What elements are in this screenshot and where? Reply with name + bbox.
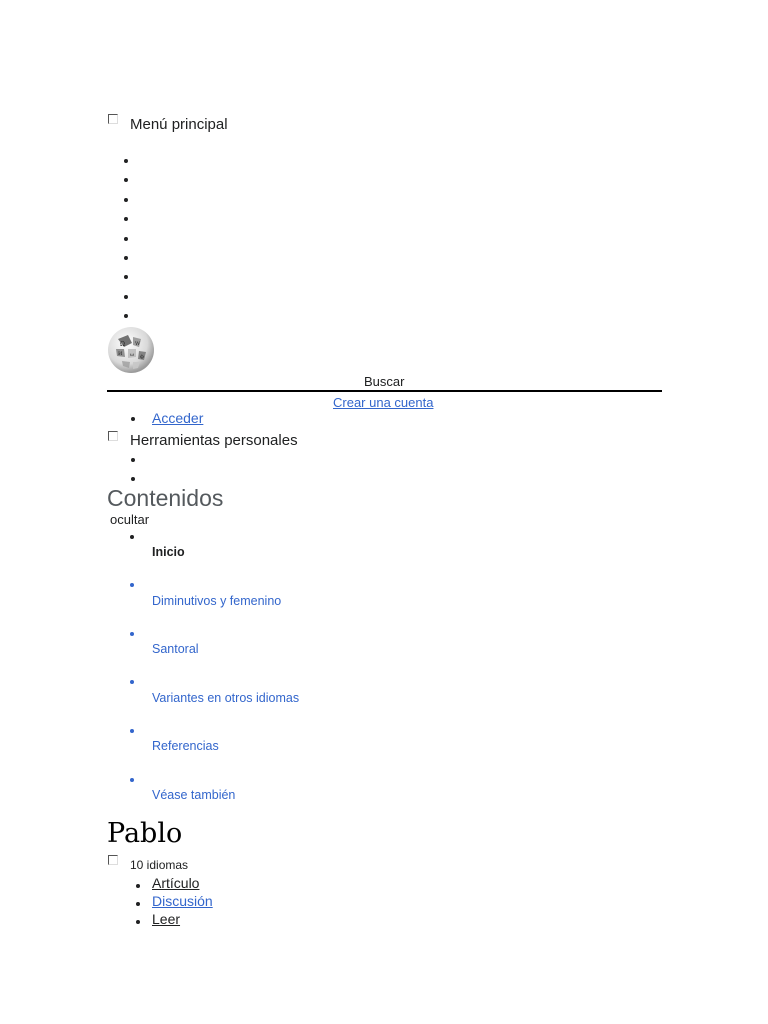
- svg-text:Ω: Ω: [120, 341, 125, 348]
- list-item[interactable]: [124, 256, 128, 260]
- toc-item-variantes[interactable]: Variantes en otros idiomas: [152, 691, 300, 705]
- svg-text:ω: ω: [130, 352, 135, 358]
- list-item: [136, 884, 140, 888]
- list-item: [131, 417, 135, 421]
- tab-discusion[interactable]: Discusión: [152, 893, 213, 909]
- toc-item-referencias[interactable]: Referencias: [152, 739, 219, 753]
- list-item[interactable]: [131, 477, 135, 481]
- list-item[interactable]: [124, 217, 128, 221]
- svg-text:ф: ф: [140, 354, 144, 360]
- list-item[interactable]: [124, 198, 128, 202]
- toc-bullet: [130, 583, 134, 587]
- create-account-link[interactable]: Crear una cuenta: [333, 395, 434, 410]
- search-label: Buscar: [364, 374, 405, 389]
- list-item[interactable]: [131, 458, 135, 462]
- toc-hide-button[interactable]: ocultar: [110, 512, 150, 527]
- list-item[interactable]: [124, 275, 128, 279]
- toc-bullet: [130, 729, 134, 733]
- list-item: [136, 902, 140, 906]
- svg-text:И: И: [118, 351, 123, 357]
- toc-bullet: [130, 535, 134, 539]
- toc-bullet: [130, 632, 134, 636]
- personal-tools-checkbox[interactable]: [108, 431, 118, 441]
- personal-tools-label[interactable]: Herramientas personales: [130, 432, 298, 449]
- languages-checkbox[interactable]: [108, 855, 118, 865]
- toc-bullet: [130, 680, 134, 684]
- toc-item-vease-tambien[interactable]: Véase también: [152, 788, 236, 802]
- search-input-underline[interactable]: [107, 390, 662, 392]
- list-item[interactable]: [124, 178, 128, 182]
- main-menu-checkbox[interactable]: [108, 114, 118, 124]
- page-title: Pablo: [107, 818, 183, 849]
- toc-item-inicio[interactable]: Inicio: [152, 545, 185, 559]
- toc-item-santoral[interactable]: Santoral: [152, 642, 199, 656]
- toc-item-diminutivos[interactable]: Diminutivos y femenino: [152, 594, 282, 608]
- languages-label[interactable]: 10 idiomas: [130, 858, 189, 872]
- list-item[interactable]: [124, 295, 128, 299]
- wikipedia-globe-icon[interactable]: [106, 325, 156, 375]
- main-menu-label[interactable]: Menú principal: [130, 116, 228, 133]
- list-item[interactable]: [124, 314, 128, 318]
- login-link[interactable]: Acceder: [152, 410, 204, 426]
- tab-articulo[interactable]: Artículo: [152, 875, 200, 891]
- list-item: [136, 920, 140, 924]
- list-item[interactable]: [124, 237, 128, 241]
- tab-leer[interactable]: Leer: [152, 911, 181, 927]
- toc-title: Contenidos: [107, 485, 224, 511]
- list-item[interactable]: [124, 159, 128, 163]
- toc-bullet: [130, 778, 134, 782]
- svg-text:W: W: [135, 341, 141, 347]
